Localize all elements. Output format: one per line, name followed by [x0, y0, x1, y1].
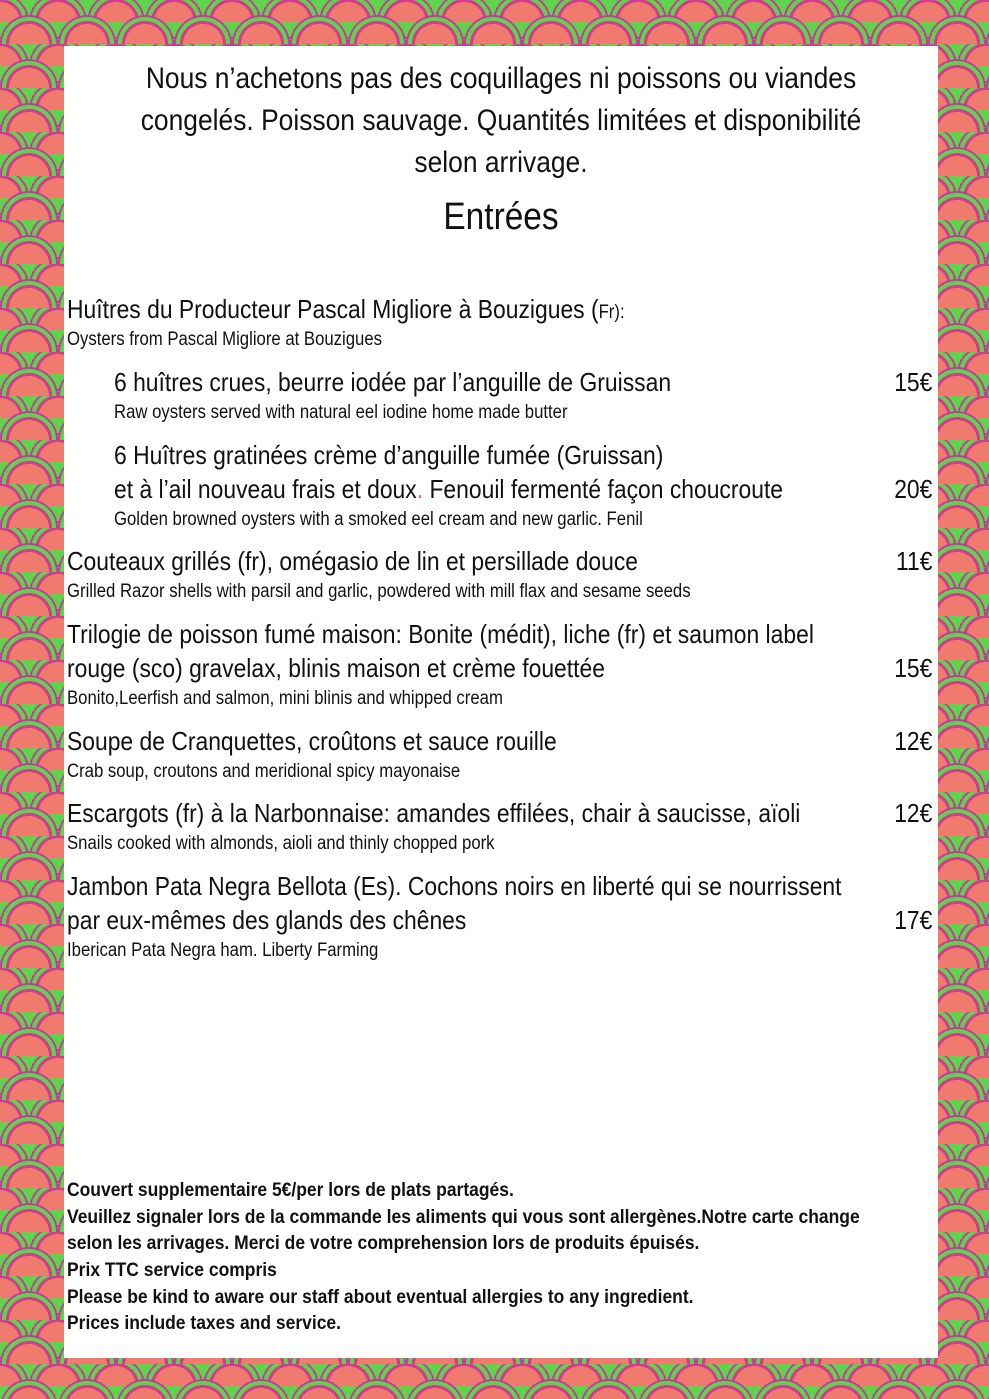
item-translation: Raw oysters served with natural eel iodine home made butter	[114, 402, 568, 423]
section-title: Entrées	[443, 196, 559, 238]
menu-item-huitres-gratinees-line2	[114, 472, 783, 506]
item-name-part: Fenouil fermenté façon choucroute	[423, 474, 784, 504]
menu-item-jambon: Jambon Pata Negra Bellota (Es). Cochons noirs en liberté qui se nourrissent	[67, 871, 842, 901]
menu-item-trilogie-line2: rouge (sco) gravelax, blinis maison et crème fouettée	[67, 653, 605, 683]
footer-line: selon les arrivages. Merci de votre comprehension lors de produits épuisés.	[67, 1233, 700, 1255]
item-translation: Oysters from Pascal Migliore at Bouzigues	[67, 329, 383, 350]
footer-line: Veuillez signaler lors de la commande les aliments qui vous sont allergènes.Notre carte change	[67, 1206, 860, 1228]
item-price: 12€	[893, 798, 932, 828]
menu-page	[64, 46, 938, 1358]
menu-item-jambon-line2: par eux-mêmes des glands des chênes	[67, 905, 467, 935]
menu-item-soupe: Soupe de Cranquettes, croûtons et sauce rouille	[67, 726, 557, 756]
menu-item-huitres-gratinees: 6 Huîtres gratinées crème d’anguille fumée (Gruissan)	[114, 440, 664, 470]
item-translation: Crab soup, croutons and meridional spicy mayonaise	[67, 761, 461, 782]
item-translation: Bonito,Leerfish and salmon, mini blinis and whipped cream	[67, 688, 503, 709]
item-price: 12€	[893, 726, 932, 756]
item-name: Huîtres du Producteur Pascal Migliore à Bouzigues (	[67, 294, 599, 324]
item-origin: Fr):	[598, 302, 625, 323]
menu-item-couteaux: Couteaux grillés (fr), omégasio de lin et persillade douce	[67, 546, 639, 576]
item-translation: Iberican Pata Negra ham. Liberty Farming	[67, 940, 379, 961]
footer-line: Prix TTC service compris	[67, 1260, 277, 1282]
menu-item-huitres-crues: 6 huîtres crues, beurre iodée par l’anguille de Gruissan	[114, 367, 672, 397]
item-price: 15€	[893, 653, 932, 683]
footer-notes	[67, 1178, 895, 1338]
item-translation: Grilled Razor shells with parsil and garlic, powdered with mill flax and sesame seeds	[67, 581, 691, 602]
item-price: 17€	[893, 905, 932, 935]
item-price: 11€	[895, 546, 932, 576]
notice-line: selon arrivage.	[414, 146, 588, 179]
item-price: 15€	[893, 367, 932, 397]
item-translation: Snails cooked with almonds, aioli and thinly chopped pork	[67, 833, 495, 854]
item-translation: Golden browned oysters with a smoked eel cream and new garlic. Fenil	[114, 509, 643, 530]
item-name-part: et à l’ail nouveau frais et doux	[114, 474, 417, 504]
footer-line: Prices include taxes and service.	[67, 1313, 342, 1335]
footer-line: Couvert supplementaire 5€/per lors de plats partagés.	[67, 1180, 514, 1201]
sourcing-notice	[116, 58, 885, 184]
item-name-dot: .	[416, 474, 424, 504]
item-price: 20€	[893, 474, 932, 504]
menu-item-escargots: Escargots (fr) à la Narbonnaise: amandes effilées, chair à saucisse, aïoli	[67, 798, 801, 828]
menu-item-trilogie: Trilogie de poisson fumé maison: Bonite (médit), liche (fr) et saumon label	[67, 619, 814, 649]
notice-line: Nous n’achetons pas des coquillages ni poissons ou viandes	[145, 62, 857, 95]
menu-item-huitres-header	[67, 292, 625, 330]
footer-line: Please be kind to aware our staff about eventual allergies to any ingredient.	[67, 1286, 694, 1308]
notice-line: congelés. Poisson sauvage. Quantités limitées et disponibilité	[140, 104, 862, 137]
